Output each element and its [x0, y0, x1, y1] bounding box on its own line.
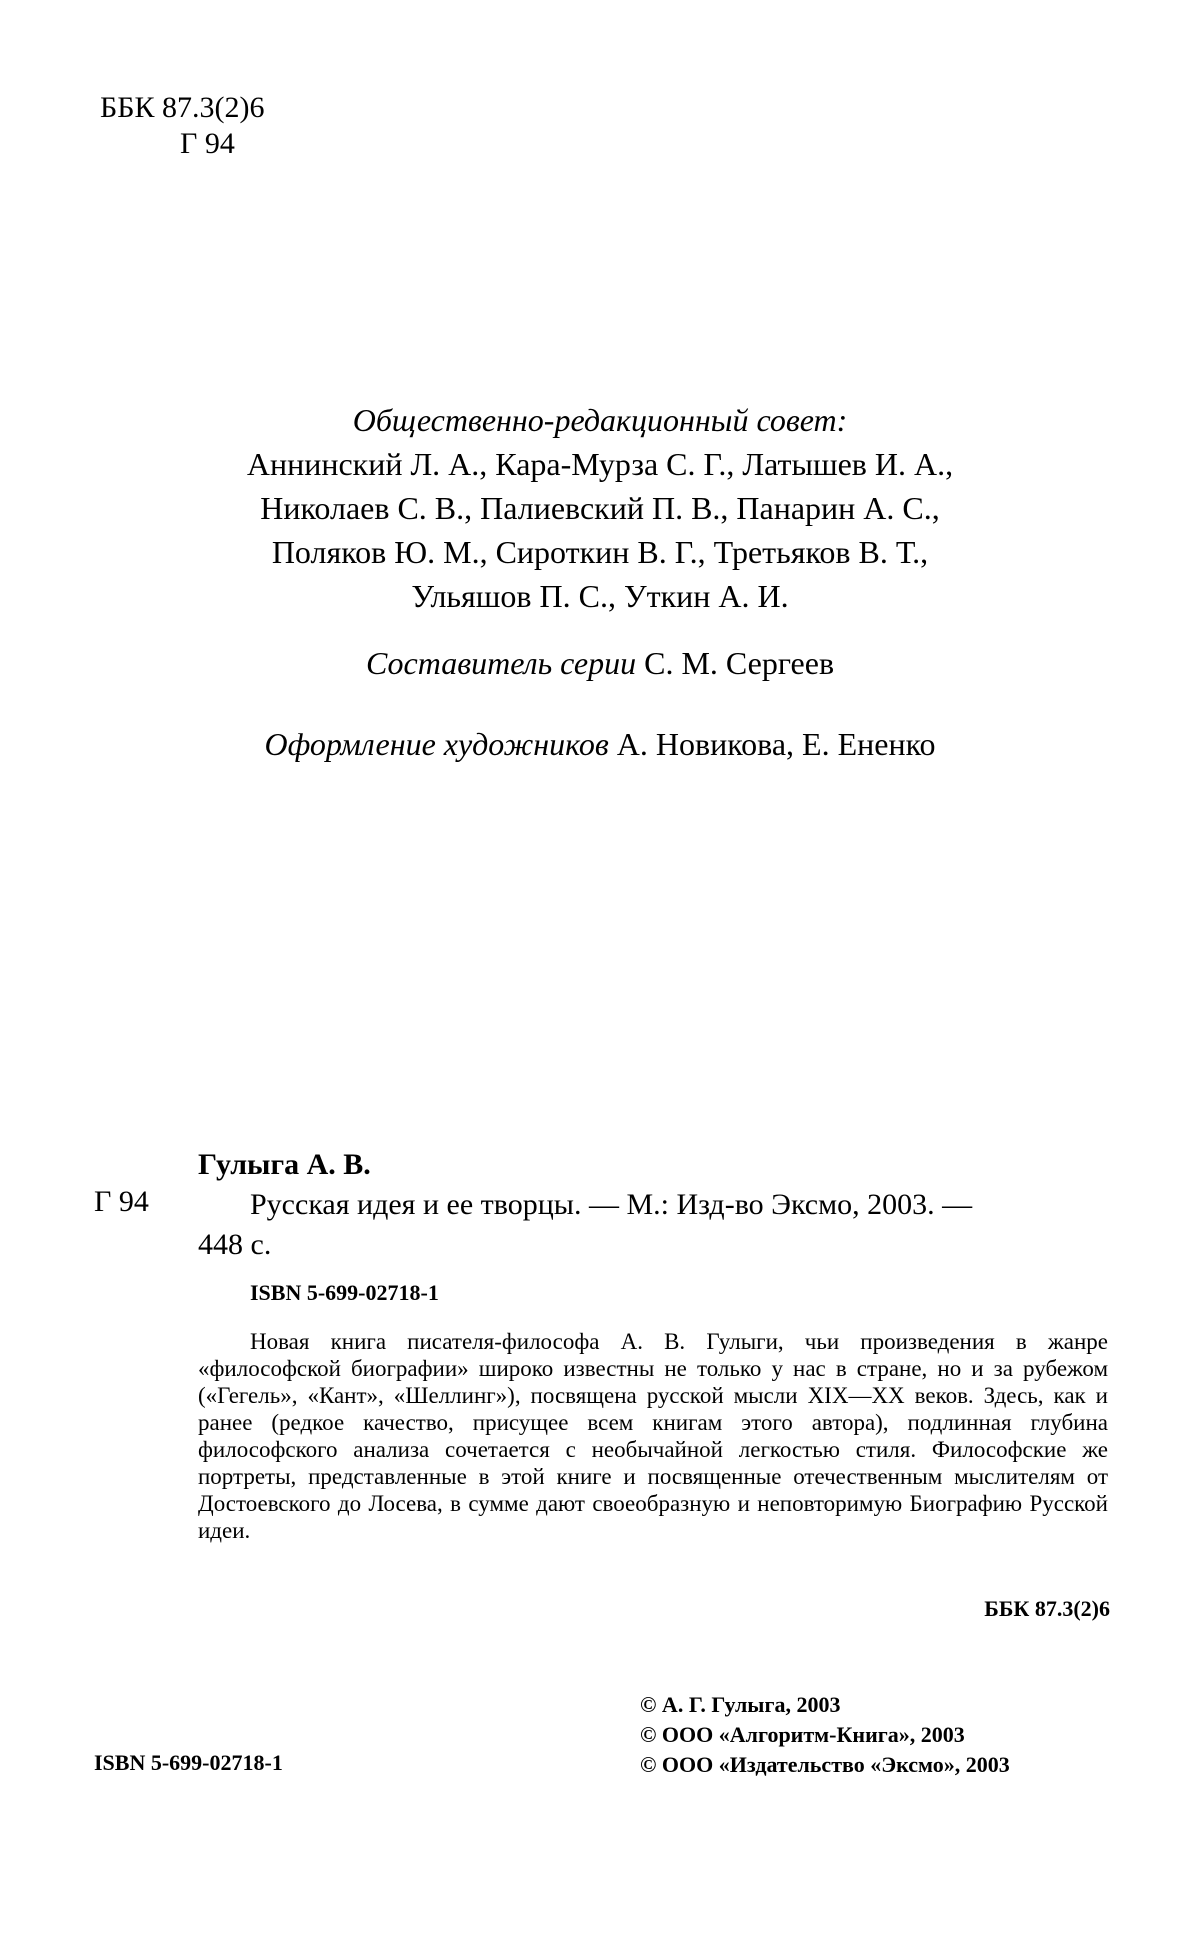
copyright-line: © А. Г. Гулыга, 2003: [640, 1692, 841, 1717]
council-line: Аннинский Л. А., Кара-Мурза С. Г., Латышев И. А.,: [246, 446, 954, 482]
copyright-line: © ООО «Издательство «Эксмо», 2003: [640, 1752, 1010, 1777]
card-title: [198, 1185, 1110, 1265]
compiler-name: С. М. Сергеев: [644, 645, 835, 681]
council-line: Поляков Ю. М., Сироткин В. Г., Третьяков В. Т.,: [271, 534, 929, 570]
copyright-block: [640, 1690, 1010, 1780]
bbk-header: [100, 90, 264, 162]
author-mark: Г 94: [180, 127, 235, 160]
design-label: Оформление художников: [264, 726, 609, 762]
book-annotation: Новая книга писателя-философа А. В. Гулыги, чьи произведения в жанре «философской биографии» широко известны не только у нас в стране, но и за рубежом («Гегель», «Кант», «Шеллинг»), посвящена русской мысли XIX—XX веков. Здесь, как и ранее (редкое качество, присущее всем книгам этого автора), подлинная глубина философского анализа сочетается с необычайной легкостью стиля. Философские же портреты, представленные в этой книге и посвященные отечественным мыслителям от Достоевского до Лосева, в сумме дают своеобразную и неповторимую Биографию Русской идеи.: [198, 1329, 1108, 1543]
card-bbk: ББК 87.3(2)6: [984, 1596, 1110, 1621]
council-label: Общественно-редакционный совет:: [352, 402, 848, 438]
card-author-mark: Г 94: [94, 1185, 149, 1218]
card-author: Гулыга А. В.: [198, 1148, 371, 1181]
card-title-line: Русская идея и ее творцы. — М.: Изд-во Эксмо, 2003. —: [250, 1188, 973, 1221]
council-line: Ульяшов П. С., Уткин А. И.: [411, 578, 789, 614]
card-pages: 448 с.: [198, 1228, 272, 1261]
design-names: А. Новикова, Е. Ененко: [616, 726, 936, 762]
copyright-line: © ООО «Алгоритм-Книга», 2003: [640, 1722, 965, 1747]
editorial-council: [0, 398, 1200, 618]
bbk-index: ББК 87.3(2)6: [100, 91, 265, 124]
footer-isbn: ISBN 5-699-02718-1: [94, 1750, 283, 1775]
card-isbn: ISBN 5-699-02718-1: [250, 1280, 439, 1305]
series-compiler: [0, 645, 1200, 682]
council-line: Николаев С. В., Палиевский П. В., Панарин А. С.,: [260, 490, 940, 526]
compiler-label: Составитель серии: [365, 645, 637, 681]
design-credit: [0, 726, 1200, 763]
